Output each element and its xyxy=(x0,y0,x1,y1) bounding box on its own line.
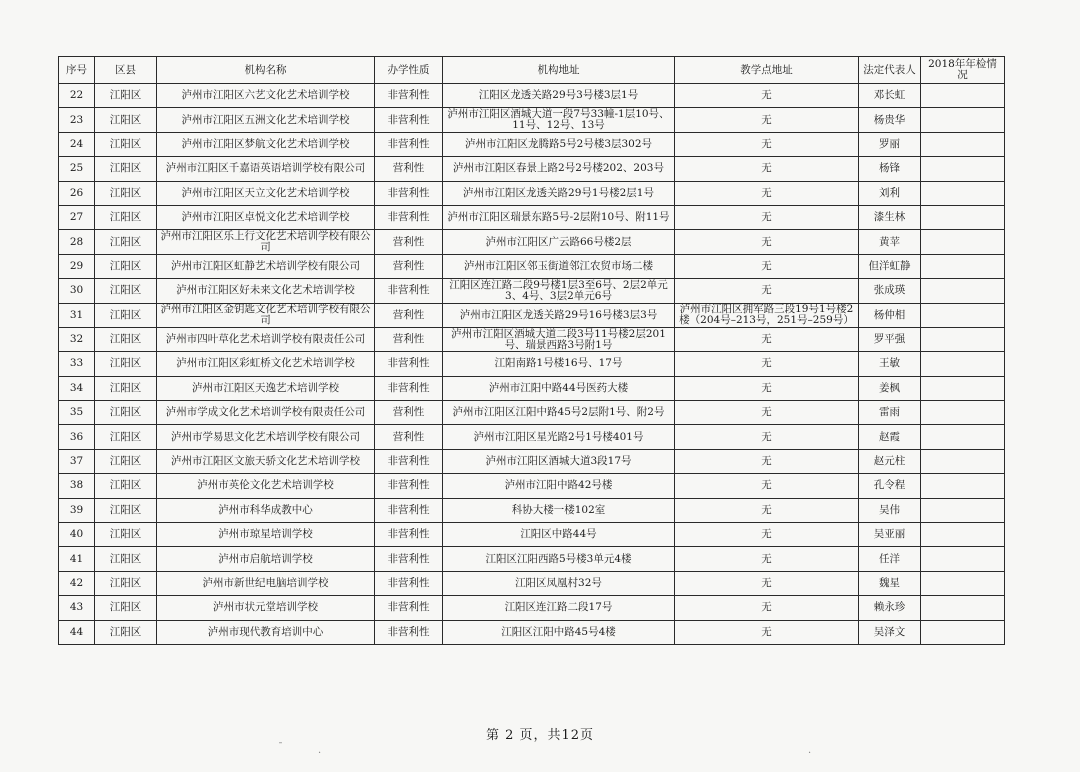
table-cell xyxy=(921,474,1005,498)
table-row xyxy=(59,327,1005,351)
table-cell: 非营利性 xyxy=(375,279,443,303)
table-cell: 泸州市江阳区酒城大道二段3号11号楼2层201号、瑞景西路3号附1号 xyxy=(443,327,675,351)
header-cell: 区县 xyxy=(95,57,157,84)
table-cell: 江阳区连江路二段9号楼1层3至6号、2层2单元3、4号、3层2单元6号 xyxy=(443,279,675,303)
table-cell: 黄苹 xyxy=(859,230,921,254)
table-cell: 44 xyxy=(59,620,95,644)
table-cell: 江阳区 xyxy=(95,474,157,498)
table-cell: 江阳区 xyxy=(95,327,157,351)
table-cell: 非营利性 xyxy=(375,132,443,156)
table-cell: 非营利性 xyxy=(375,620,443,644)
header-cell: 法定代表人 xyxy=(859,57,921,84)
table-cell: 42 xyxy=(59,571,95,595)
table-row xyxy=(59,230,1005,254)
table-cell: 江阳区 xyxy=(95,132,157,156)
table-cell: 非营利性 xyxy=(375,376,443,400)
table-row xyxy=(59,205,1005,229)
table-cell: 江阳区 xyxy=(95,523,157,547)
table-cell: 泸州市江阳中路42号楼 xyxy=(443,474,675,498)
table-cell: 吴泽文 xyxy=(859,620,921,644)
table-cell: 32 xyxy=(59,327,95,351)
table-cell: 无 xyxy=(675,327,859,351)
table-cell xyxy=(921,108,1005,132)
table-cell: 泸州市江阳区文旅天骄文化艺术培训学校 xyxy=(157,449,375,473)
table-cell: 30 xyxy=(59,279,95,303)
table-row xyxy=(59,303,1005,327)
table-cell: 泸州市英伦文化艺术培训学校 xyxy=(157,474,375,498)
table-row xyxy=(59,449,1005,473)
table-cell: 江阳区 xyxy=(95,254,157,278)
table-cell: 营利性 xyxy=(375,254,443,278)
table-cell: 37 xyxy=(59,449,95,473)
table-cell: 泸州市江阳区酒城大道一段7号33幢-1层10号、11号、12号、13号 xyxy=(443,108,675,132)
table-cell: 江阳区 xyxy=(95,205,157,229)
table-cell: 罗平强 xyxy=(859,327,921,351)
table-cell: 雷雨 xyxy=(859,401,921,425)
page-number: 第 2 页，共12页 xyxy=(485,728,595,743)
table-cell: 40 xyxy=(59,523,95,547)
table-cell: 泸州市科华成教中心 xyxy=(157,498,375,522)
table-cell: 泸州市江阳区龙透关路29号1号楼2层1号 xyxy=(443,181,675,205)
table-cell: 无 xyxy=(675,254,859,278)
table-cell: 31 xyxy=(59,303,95,327)
table-cell: 江阳区 xyxy=(95,157,157,181)
table-cell: 江阳区 xyxy=(95,401,157,425)
table-cell: 非营利性 xyxy=(375,449,443,473)
table-cell: 江阳区 xyxy=(95,352,157,376)
table-cell: 无 xyxy=(675,376,859,400)
header-cell: 机构名称 xyxy=(157,57,375,84)
table-row xyxy=(59,132,1005,156)
table-cell: 非营利性 xyxy=(375,84,443,108)
table-cell: 非营利性 xyxy=(375,523,443,547)
table-cell: 泸州市江阳区五洲文化艺术培训学校 xyxy=(157,108,375,132)
table-cell: 吴亚丽 xyxy=(859,523,921,547)
table-cell: 29 xyxy=(59,254,95,278)
table-cell: 泸州市江阳区金钥匙文化艺术培训学校有限公司 xyxy=(157,303,375,327)
table-cell: 无 xyxy=(675,571,859,595)
table-cell: 无 xyxy=(675,401,859,425)
table-cell: 无 xyxy=(675,279,859,303)
table-cell: 无 xyxy=(675,474,859,498)
table-cell xyxy=(921,279,1005,303)
table-cell: 34 xyxy=(59,376,95,400)
table-cell: 泸州市江阳区卓悦文化艺术培训学校 xyxy=(157,205,375,229)
table-cell: 无 xyxy=(675,352,859,376)
table-cell: 漆生林 xyxy=(859,205,921,229)
table-cell: 赵元柱 xyxy=(859,449,921,473)
table-cell: 泸州市江阳区好未来文化艺术培训学校 xyxy=(157,279,375,303)
table-cell: 38 xyxy=(59,474,95,498)
table-cell: 35 xyxy=(59,401,95,425)
table-row xyxy=(59,425,1005,449)
table-cell: 魏星 xyxy=(859,571,921,595)
table-cell: 非营利性 xyxy=(375,205,443,229)
table-cell: 江阳区 xyxy=(95,376,157,400)
table-cell: 江阳区 xyxy=(95,596,157,620)
table-cell xyxy=(921,132,1005,156)
table-cell: 江阳南路1号楼16号、17号 xyxy=(443,352,675,376)
table-cell: 姜枫 xyxy=(859,376,921,400)
table-cell: 营利性 xyxy=(375,425,443,449)
table-cell: 泸州市状元堂培训学校 xyxy=(157,596,375,620)
table-cell: 泸州市江阳区酒城大道3段17号 xyxy=(443,449,675,473)
table-cell xyxy=(921,303,1005,327)
institution-table xyxy=(58,56,1005,645)
header-cell: 2018年年检情况 xyxy=(921,57,1005,84)
table-cell: 江阳区 xyxy=(95,571,157,595)
table-cell xyxy=(921,547,1005,571)
table-cell: 非营利性 xyxy=(375,596,443,620)
table-row xyxy=(59,108,1005,132)
table-cell: 无 xyxy=(675,181,859,205)
table-cell: 23 xyxy=(59,108,95,132)
table-cell: 25 xyxy=(59,157,95,181)
table-cell: 非营利性 xyxy=(375,181,443,205)
table-cell: 泸州市江阳区虹静艺术培训学校有限公司 xyxy=(157,254,375,278)
table-cell: 杨仲相 xyxy=(859,303,921,327)
table-row xyxy=(59,181,1005,205)
table-cell: 泸州市启航培训学校 xyxy=(157,547,375,571)
table-cell: 营利性 xyxy=(375,157,443,181)
table-cell xyxy=(921,327,1005,351)
table-cell: 33 xyxy=(59,352,95,376)
table-cell: 无 xyxy=(675,425,859,449)
table-cell xyxy=(921,401,1005,425)
table-cell: 刘利 xyxy=(859,181,921,205)
table-row xyxy=(59,254,1005,278)
table-cell: 邓长虹 xyxy=(859,84,921,108)
table-cell xyxy=(921,254,1005,278)
table-cell: 杨贵华 xyxy=(859,108,921,132)
table-row xyxy=(59,571,1005,595)
header-cell: 教学点地址 xyxy=(675,57,859,84)
scan-mark: · xyxy=(318,748,322,759)
header-cell: 序号 xyxy=(59,57,95,84)
table-cell: 泸州市江阳区龙透关路29号16号楼3层3号 xyxy=(443,303,675,327)
table-cell xyxy=(921,425,1005,449)
table-cell: 江阳区 xyxy=(95,620,157,644)
table-cell xyxy=(921,84,1005,108)
table-cell: 无 xyxy=(675,132,859,156)
table-cell: 泸州市江阳区彩虹桥文化艺术培训学校 xyxy=(157,352,375,376)
table-cell: 泸州市现代教育培训中心 xyxy=(157,620,375,644)
table-cell: 江阳区 xyxy=(95,108,157,132)
table-cell: 任洋 xyxy=(859,547,921,571)
table-cell xyxy=(921,498,1005,522)
table-cell: 江阳区 xyxy=(95,230,157,254)
table-cell: 无 xyxy=(675,84,859,108)
table-cell: 泸州市江阳区千嘉语英语培训学校有限公司 xyxy=(157,157,375,181)
header-cell: 办学性质 xyxy=(375,57,443,84)
table-row xyxy=(59,498,1005,522)
table-cell: 24 xyxy=(59,132,95,156)
table-cell: 泸州市江阳区梦航文化艺术培训学校 xyxy=(157,132,375,156)
table-cell: 江阳区龙透关路29号3号楼3层1号 xyxy=(443,84,675,108)
table-cell xyxy=(921,230,1005,254)
table-cell xyxy=(921,449,1005,473)
table-cell: 27 xyxy=(59,205,95,229)
table-cell: 39 xyxy=(59,498,95,522)
table-cell: 张成瑛 xyxy=(859,279,921,303)
table-cell: 江阳区 xyxy=(95,181,157,205)
table-cell: 赵霞 xyxy=(859,425,921,449)
table-cell: 江阳区连江路二段17号 xyxy=(443,596,675,620)
table-header-row xyxy=(59,57,1005,84)
table-cell: 江阳区江阳西路5号楼3单元4楼 xyxy=(443,547,675,571)
table-cell: 孔令程 xyxy=(859,474,921,498)
table-cell: 非营利性 xyxy=(375,498,443,522)
table-cell: 泸州市江阳区邻玉街道邻江农贸市场二楼 xyxy=(443,254,675,278)
table-cell: 无 xyxy=(675,157,859,181)
table-cell: 营利性 xyxy=(375,303,443,327)
table-cell: 杨锋 xyxy=(859,157,921,181)
table-row xyxy=(59,279,1005,303)
table-cell: 江阳区 xyxy=(95,498,157,522)
table-cell: 泸州市江阳区天立文化艺术培训学校 xyxy=(157,181,375,205)
table-cell xyxy=(921,157,1005,181)
table-row xyxy=(59,352,1005,376)
table-cell: 非营利性 xyxy=(375,352,443,376)
table-cell: 江阳区中路44号 xyxy=(443,523,675,547)
table-cell: 非营利性 xyxy=(375,547,443,571)
table-cell xyxy=(921,352,1005,376)
table-cell: 营利性 xyxy=(375,230,443,254)
table-cell: 科协大楼一楼102室 xyxy=(443,498,675,522)
table-cell xyxy=(921,205,1005,229)
table-cell: 无 xyxy=(675,108,859,132)
scan-mark: ˉ xyxy=(278,742,283,753)
table-cell: 但洋虹静 xyxy=(859,254,921,278)
table-cell: 王敏 xyxy=(859,352,921,376)
table-cell: 非营利性 xyxy=(375,108,443,132)
table-cell: 吴伟 xyxy=(859,498,921,522)
table-cell: 罗丽 xyxy=(859,132,921,156)
table-cell: 营利性 xyxy=(375,327,443,351)
table-cell: 泸州市江阳区天逸艺术培训学校 xyxy=(157,376,375,400)
table-cell: 22 xyxy=(59,84,95,108)
table-cell: 无 xyxy=(675,205,859,229)
table-cell xyxy=(921,376,1005,400)
table-cell xyxy=(921,571,1005,595)
table-cell: 非营利性 xyxy=(375,474,443,498)
table-cell: 泸州市江阳区拥军路三段19号1号楼2楼（204号–213号，251号–259号） xyxy=(675,303,859,327)
table-cell: 泸州市江阳区瑞景东路5号-2层附10号、附11号 xyxy=(443,205,675,229)
table-cell: 江阳区 xyxy=(95,84,157,108)
table-cell: 无 xyxy=(675,620,859,644)
table-row xyxy=(59,376,1005,400)
table-cell: 无 xyxy=(675,523,859,547)
table-row xyxy=(59,523,1005,547)
table-cell: 28 xyxy=(59,230,95,254)
table-cell: 江阳区江阳中路45号4楼 xyxy=(443,620,675,644)
table-cell: 泸州市学成文化艺术培训学校有限责任公司 xyxy=(157,401,375,425)
table-cell: 无 xyxy=(675,449,859,473)
table-cell: 江阳区凤凰村32号 xyxy=(443,571,675,595)
table-cell xyxy=(921,596,1005,620)
table-cell: 江阳区 xyxy=(95,547,157,571)
table-cell: 江阳区 xyxy=(95,279,157,303)
table-cell: 泸州市江阳区广云路66号楼2层 xyxy=(443,230,675,254)
table-cell: 江阳区 xyxy=(95,425,157,449)
table-row xyxy=(59,157,1005,181)
header-cell: 机构地址 xyxy=(443,57,675,84)
table-cell: 江阳区 xyxy=(95,449,157,473)
table-row xyxy=(59,620,1005,644)
table-row xyxy=(59,547,1005,571)
table-cell: 泸州市江阳中路44号医药大楼 xyxy=(443,376,675,400)
table-row xyxy=(59,474,1005,498)
table-cell xyxy=(921,523,1005,547)
table-cell: 泸州市江阳区龙腾路5号2号楼3层302号 xyxy=(443,132,675,156)
table-body xyxy=(59,84,1005,645)
table-cell: 泸州市江阳区春景上路2号2号楼202、203号 xyxy=(443,157,675,181)
table-cell: 泸州市江阳区江阳中路45号2层附1号、附2号 xyxy=(443,401,675,425)
table-cell: 泸州市新世纪电脑培训学校 xyxy=(157,571,375,595)
scan-mark: · xyxy=(808,748,812,759)
table-cell: 无 xyxy=(675,547,859,571)
table-cell: 36 xyxy=(59,425,95,449)
table-cell: 泸州市江阳区乐上行文化艺术培训学校有限公司 xyxy=(157,230,375,254)
table-cell xyxy=(921,181,1005,205)
table-cell: 43 xyxy=(59,596,95,620)
table-cell: 泸州市学易思文化艺术培训学校有限公司 xyxy=(157,425,375,449)
table-cell: 泸州市江阳区六艺文化艺术培训学校 xyxy=(157,84,375,108)
table-row xyxy=(59,596,1005,620)
table-cell: 泸州市江阳区星光路2号1号楼401号 xyxy=(443,425,675,449)
table-cell: 41 xyxy=(59,547,95,571)
table-cell: 无 xyxy=(675,498,859,522)
table-cell: 26 xyxy=(59,181,95,205)
table-cell: 无 xyxy=(675,596,859,620)
table-cell: 非营利性 xyxy=(375,571,443,595)
table-cell: 泸州市四叶草化艺术培训学校有限责任公司 xyxy=(157,327,375,351)
table-cell: 泸州市琼星培训学校 xyxy=(157,523,375,547)
table-row xyxy=(59,401,1005,425)
table-cell xyxy=(921,620,1005,644)
table-cell: 赖永珍 xyxy=(859,596,921,620)
table-cell: 无 xyxy=(675,230,859,254)
table-cell: 江阳区 xyxy=(95,303,157,327)
table-row xyxy=(59,84,1005,108)
table-cell: 营利性 xyxy=(375,401,443,425)
